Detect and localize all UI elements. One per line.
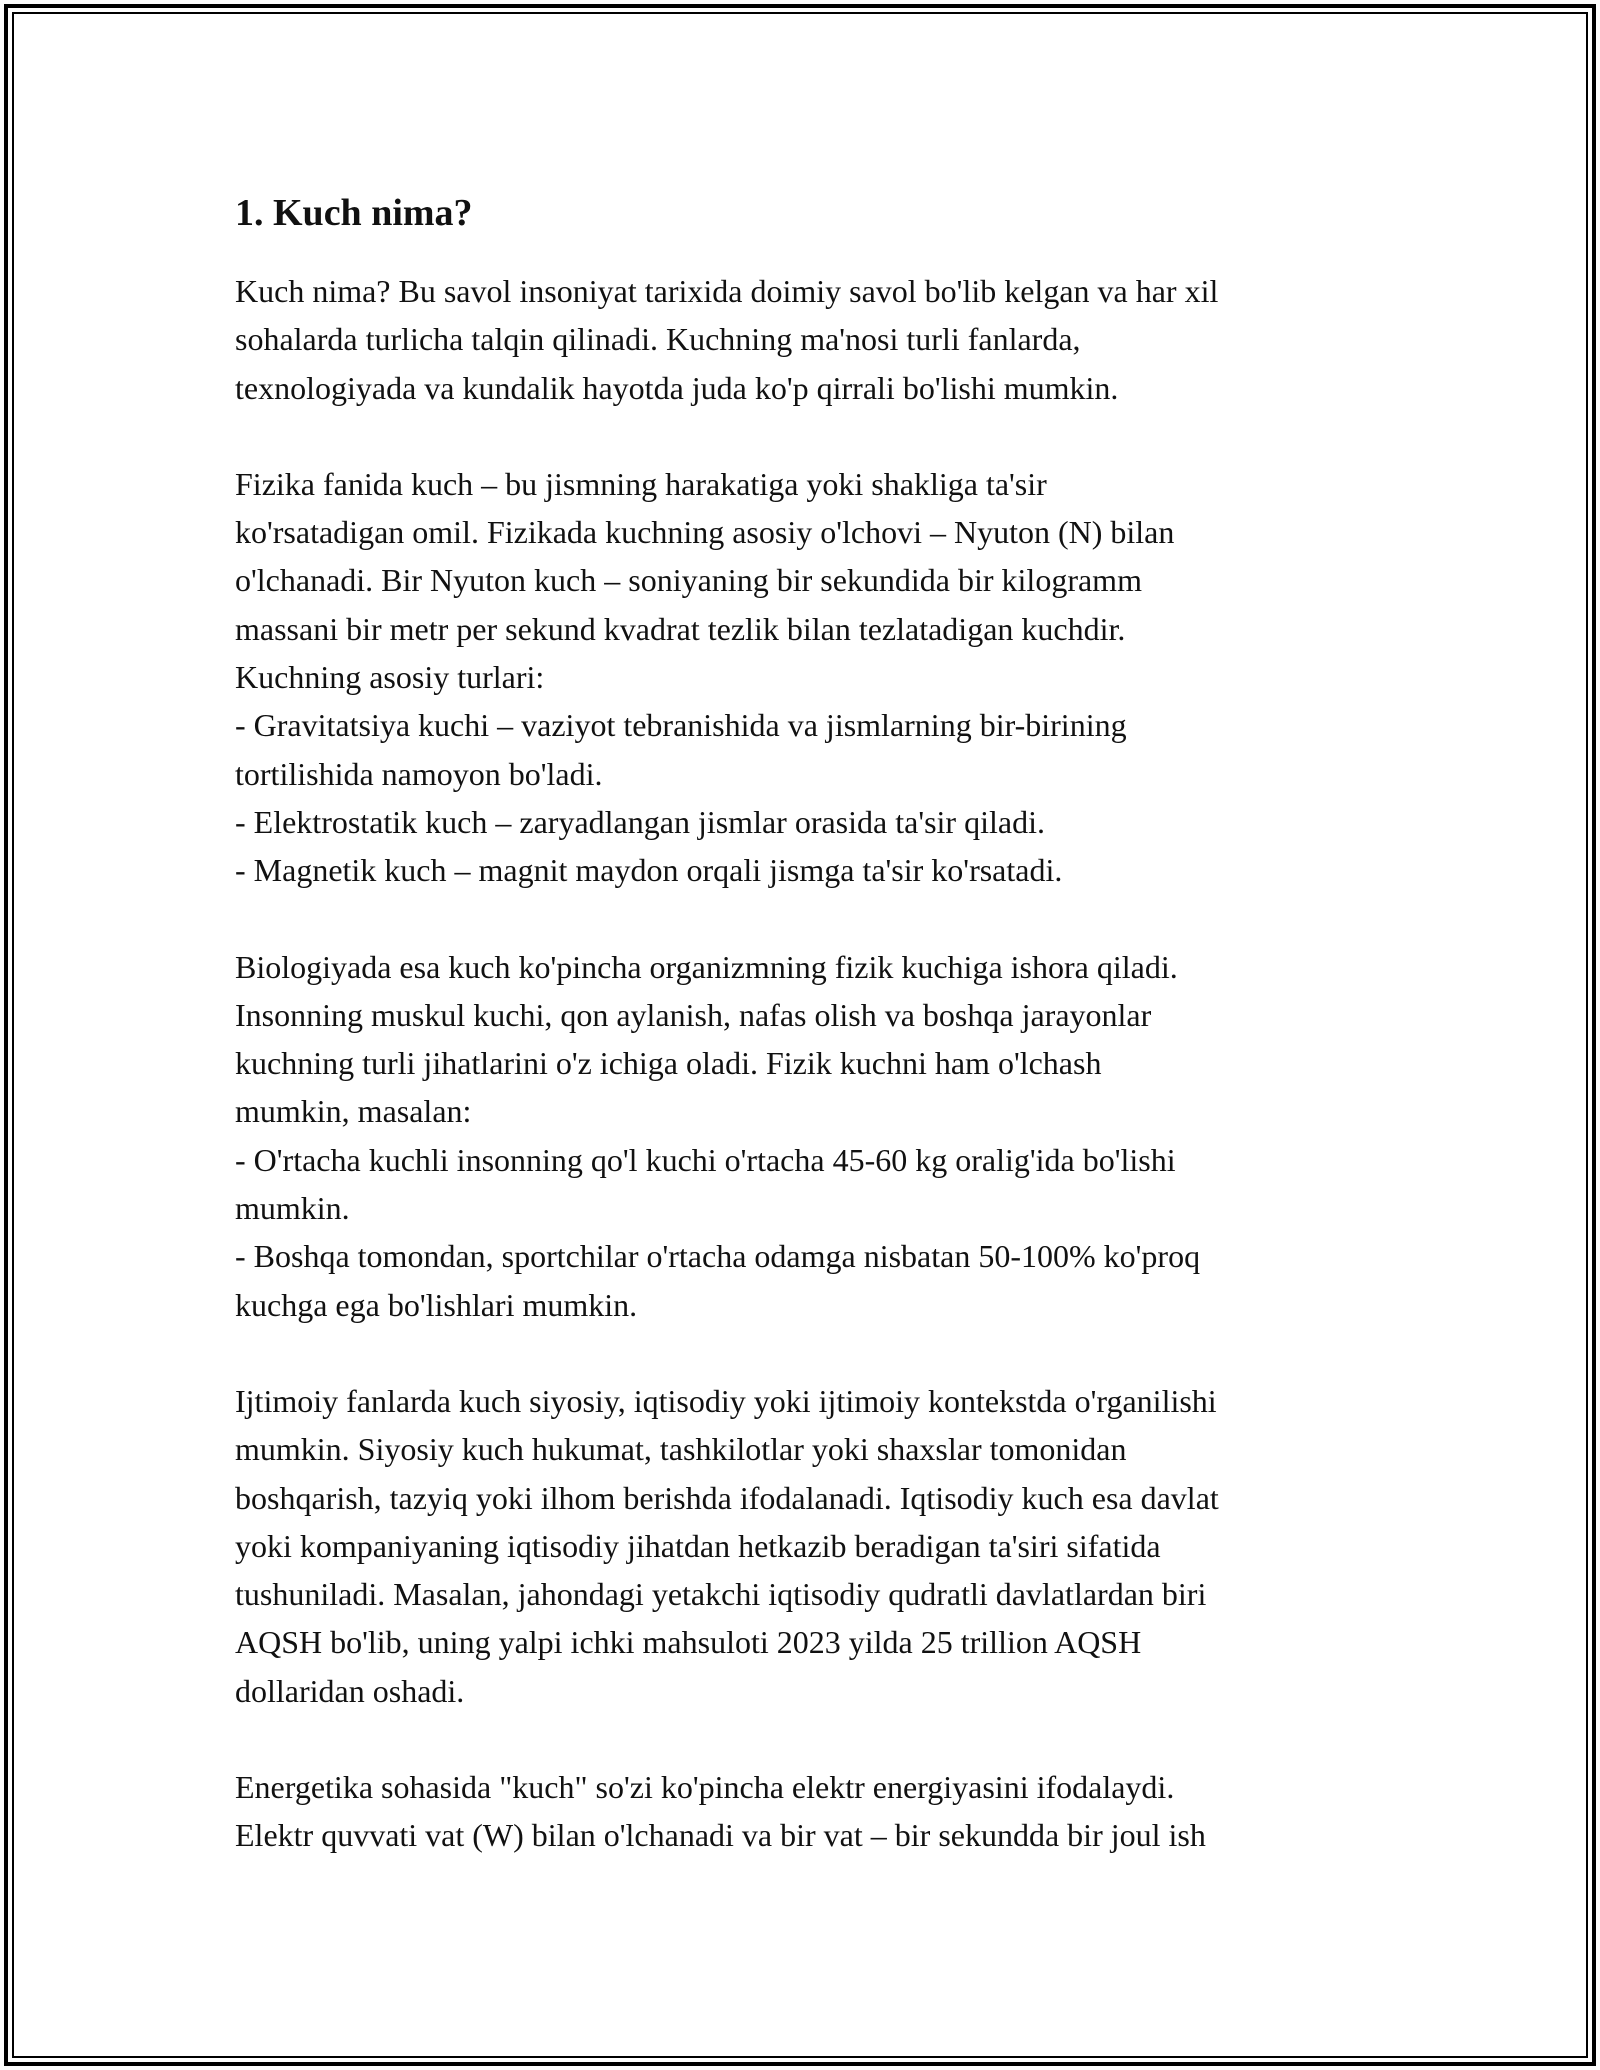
text-line: mumkin, masalan: — [235, 1093, 472, 1130]
text-line: Fizika fanida kuch – bu jismning harakatiga yoki shakliga ta'sir — [235, 465, 1047, 502]
text-line: AQSH bo'lib, uning yalpi ichki mahsuloti 2023 yilda 25 trillion AQSH — [235, 1624, 1142, 1661]
paragraph-energy — [235, 1763, 1365, 1860]
text-line: mumkin. — [235, 1190, 350, 1227]
text-line: dollaridan oshadi. — [235, 1672, 465, 1709]
text-line: yoki kompaniyaning iqtisodiy jihatdan hetkazib beradigan ta'siri sifatida — [235, 1527, 1161, 1564]
list-item: - Magnetik kuch – magnit maydon orqali jismga ta'sir ko'rsatadi. — [235, 852, 1063, 889]
list-item: - O'rtacha kuchli insonning qo'l kuchi o'rtacha 45-60 kg oralig'ida bo'lishi — [235, 1141, 1176, 1178]
paragraph-physics — [235, 460, 1365, 895]
text-line: Kuch nima? Bu savol insoniyat tarixida doimiy savol bo'lib kelgan va har xil — [235, 273, 1219, 309]
text-line: tortilishida namoyon bo'ladi. — [235, 755, 603, 792]
section-heading: 1. Kuch nima? — [235, 192, 473, 234]
text-line: mumkin. Siyosiy kuch hukumat, tashkilotlar yoki shaxslar tomonidan — [235, 1431, 1127, 1468]
text-line: kuchga ega bo'lishlari mumkin. — [235, 1286, 638, 1323]
text-line: Kuchning asosiy turlari: — [235, 659, 545, 696]
document-content — [235, 185, 1365, 1908]
paragraph-biology — [235, 943, 1365, 1329]
text-line: ko'rsatadigan omil. Fizikada kuchning asosiy o'lchovi – Nyuton (N) bilan — [235, 514, 1175, 551]
paragraph-social-sciences — [235, 1377, 1365, 1715]
text-line: texnologiyada va kundalik hayotda juda ko'p qirrali bo'lishi mumkin. — [235, 369, 1119, 406]
text-line: sohalarda turlicha talqin qilinadi. Kuchning ma'nosi turli fanlarda, — [235, 321, 1081, 358]
list-item: - Elektrostatik kuch – zaryadlangan jismlar orasida ta'sir qiladi. — [235, 803, 1045, 840]
text-line: tushuniladi. Masalan, jahondagi yetakchi iqtisodiy qudratli davlatlardan biri — [235, 1576, 1207, 1613]
paragraph-intro — [235, 267, 1365, 412]
text-line: o'lchanadi. Bir Nyuton kuch – soniyaning bir sekundida bir kilogramm — [235, 562, 1142, 599]
text-line: massani bir metr per sekund kvadrat tezlik bilan tezlatadigan kuchdir. — [235, 610, 1126, 647]
text-line: Elektr quvvati vat (W) bilan o'lchanadi va bir vat – bir sekundda bir joul ish — [235, 1817, 1206, 1854]
text-line: kuchning turli jihatlarini o'z ichiga oladi. Fizik kuchni ham o'lchash — [235, 1045, 1102, 1082]
list-item: - Gravitatsiya kuchi – vaziyot tebranishida va jismlarning bir-birining — [235, 707, 1127, 744]
text-line: Insonning muskul kuchi, qon aylanish, nafas olish va boshqa jarayonlar — [235, 996, 1152, 1033]
text-line: boshqarish, tazyiq yoki ilhom berishda ifodalanadi. Iqtisodiy kuch esa davlat — [235, 1479, 1219, 1516]
text-line: Biologiyada esa kuch ko'pincha organizmning fizik kuchiga ishora qiladi. — [235, 948, 1178, 985]
list-item: - Boshqa tomondan, sportchilar o'rtacha odamga nisbatan 50-100% ko'proq — [235, 1238, 1201, 1275]
text-line: Energetika sohasida "kuch" so'zi ko'pincha elektr energiyasini ifodalaydi. — [235, 1769, 1175, 1806]
text-line: Ijtimoiy fanlarda kuch siyosiy, iqtisodiy yoki ijtimoiy kontekstda o'rganilishi — [235, 1382, 1217, 1419]
